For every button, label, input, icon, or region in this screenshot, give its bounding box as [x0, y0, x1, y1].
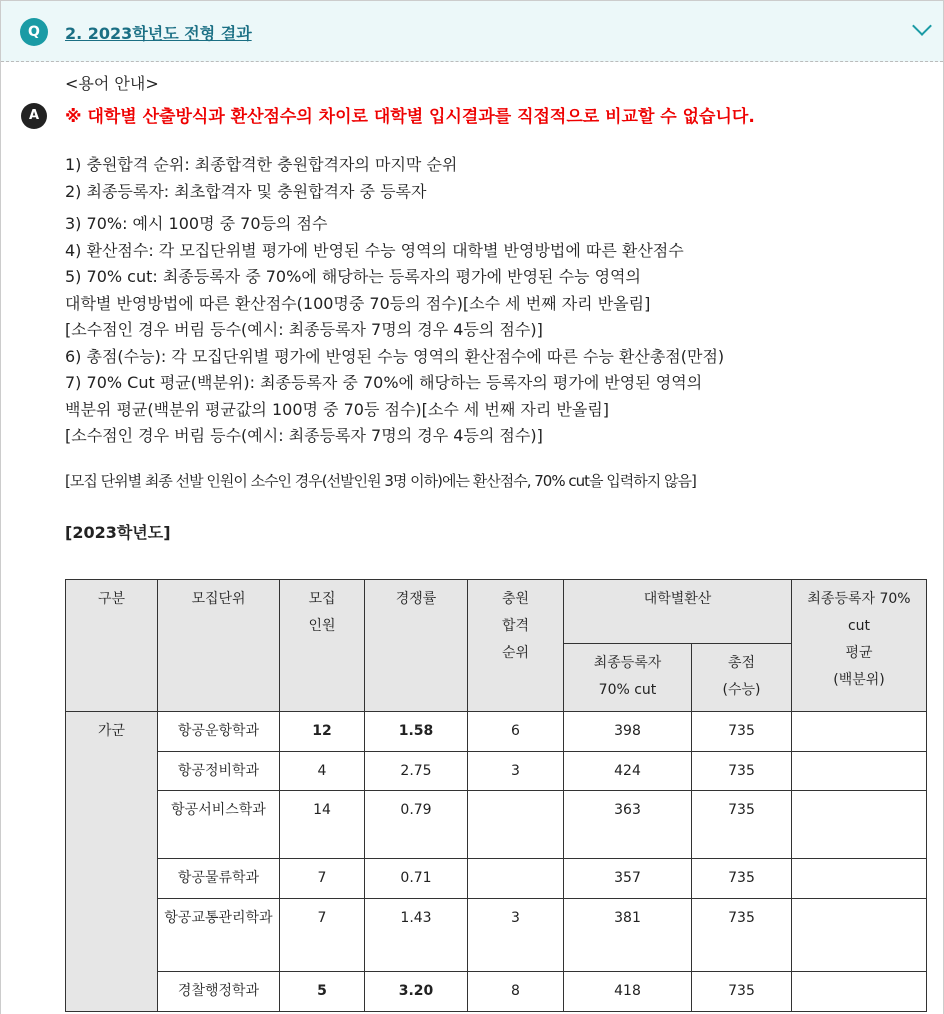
- total-cell: 735: [692, 972, 792, 1012]
- quota-cell: 7: [280, 859, 365, 899]
- table-row: [66, 859, 927, 899]
- avg-cell: [792, 859, 927, 899]
- a-badge-icon: A: [21, 103, 47, 129]
- rank-cell: 3: [468, 899, 564, 972]
- definition-line: [소수점인 경우 버림 등수(예시: 최종등록자 7명의 경우 4등의 점수)]: [65, 426, 543, 445]
- rank-cell: 6: [468, 712, 564, 752]
- definition-line: 5) 70% cut: 최종등록자 중 70%에 해당하는 등록자의 평가에 반영된 수능 영역의: [65, 267, 641, 286]
- unit-cell: 항공물류학과: [158, 859, 280, 899]
- unit-cell: 항공교통관리학과: [158, 899, 280, 972]
- cut-cell: 357: [564, 859, 692, 899]
- table-row: [66, 899, 927, 972]
- total-cell: 735: [692, 712, 792, 752]
- definition-line: 백분위 평균(백분위 평균값의 100명 중 70등 점수)[소수 세 번째 자리 반올림]: [65, 399, 610, 419]
- col-total: 총점 (수능): [692, 644, 792, 712]
- cut-cell: 398: [564, 712, 692, 752]
- table-row: [66, 972, 927, 1012]
- table-row: [66, 791, 927, 859]
- cut-cell: 424: [564, 752, 692, 791]
- col-group: 구분: [66, 580, 158, 712]
- quota-cell: 14: [280, 791, 365, 859]
- total-cell: 735: [692, 859, 792, 899]
- rate-cell: 2.75: [365, 752, 468, 791]
- rate-cell: 1.58: [365, 712, 468, 752]
- rank-cell: [468, 791, 564, 859]
- definition-line: 3) 70%: 예시 100명 중 70등의 점수: [65, 214, 328, 233]
- table-row: [66, 752, 927, 791]
- rate-cell: 0.71: [365, 859, 468, 899]
- group-cell: 가군: [66, 712, 158, 1012]
- col-rank: 충원 합격 순위: [468, 580, 564, 712]
- chevron-down-icon[interactable]: [912, 16, 932, 36]
- cut-cell: 363: [564, 791, 692, 859]
- unit-cell: 항공정비학과: [158, 752, 280, 791]
- total-cell: 735: [692, 791, 792, 859]
- quota-cell: 4: [280, 752, 365, 791]
- definition-line: 대학별 반영방법에 따른 환산점수(100명중 70등의 점수)[소수 세 번째 자리 반올림]: [65, 293, 651, 313]
- definition-line: 7) 70% Cut 평균(백분위): 최종등록자 중 70%에 해당하는 등록자의 평가에 반영된 영역의: [65, 373, 703, 392]
- quota-cell: 5: [280, 972, 365, 1012]
- rate-cell: 0.79: [365, 791, 468, 859]
- col-rate: 경쟁률: [365, 580, 468, 712]
- note-text: [모집 단위별 최종 선발 인원이 소수인 경우(선발인원 3명 이하)에는 환산점수, 70% cut을 입력하지 않음]: [65, 471, 696, 490]
- unit-cell: 항공운항학과: [158, 712, 280, 752]
- year-label: [2023학년도]: [65, 523, 171, 542]
- rate-cell: 3.20: [365, 972, 468, 1012]
- col-quota: 모집 인원: [280, 580, 365, 712]
- avg-cell: [792, 899, 927, 972]
- col-conv: 대학별환산: [564, 580, 792, 644]
- warning-text: ※ 대학별 산출방식과 환산점수의 차이로 대학별 입시결과를 직접적으로 비교할 수 없습니다.: [65, 106, 755, 127]
- avg-cell: [792, 712, 927, 752]
- cut-cell: 418: [564, 972, 692, 1012]
- results-table: [65, 579, 927, 1012]
- cut-cell: 381: [564, 899, 692, 972]
- col-avg: 최종등록자 70% cut 평균 (백분위): [792, 580, 927, 712]
- definition-line: 2) 최종등록자: 최초합격자 및 충원합격자 중 등록자: [65, 181, 427, 201]
- rank-cell: [468, 859, 564, 899]
- rank-cell: 8: [468, 972, 564, 1012]
- total-cell: 735: [692, 899, 792, 972]
- unit-cell: 경찰행정학과: [158, 972, 280, 1012]
- quota-cell: 7: [280, 899, 365, 972]
- q-badge-icon: Q: [20, 18, 48, 46]
- question-title-link[interactable]: 2. 2023학년도 전형 결과: [65, 24, 252, 43]
- total-cell: 735: [692, 752, 792, 791]
- table-row: [66, 712, 927, 752]
- intro-label: <용어 안내>: [65, 74, 159, 93]
- rate-cell: 1.43: [365, 899, 468, 972]
- col-cut: 최종등록자 70% cut: [564, 644, 692, 712]
- answer-body: [65, 71, 925, 547]
- avg-cell: [792, 972, 927, 1012]
- definition-line: 6) 총점(수능): 각 모집단위별 평가에 반영된 수능 영역의 환산점수에 따른 수능 환산총점(만점): [65, 346, 725, 366]
- definition-line: [소수점인 경우 버림 등수(예시: 최종등록자 7명의 경우 4등의 점수)]: [65, 320, 543, 339]
- question-header[interactable]: [1, 1, 943, 62]
- definition-line: 4) 환산점수: 각 모집단위별 평가에 반영된 수능 영역의 대학별 반영방법에 따른 환산점수: [65, 240, 684, 260]
- avg-cell: [792, 791, 927, 859]
- col-unit: 모집단위: [158, 580, 280, 712]
- unit-cell: 항공서비스학과: [158, 791, 280, 859]
- definition-line: 1) 충원합격 순위: 최종합격한 충원합격자의 마지막 순위: [65, 155, 458, 174]
- rank-cell: 3: [468, 752, 564, 791]
- avg-cell: [792, 752, 927, 791]
- quota-cell: 12: [280, 712, 365, 752]
